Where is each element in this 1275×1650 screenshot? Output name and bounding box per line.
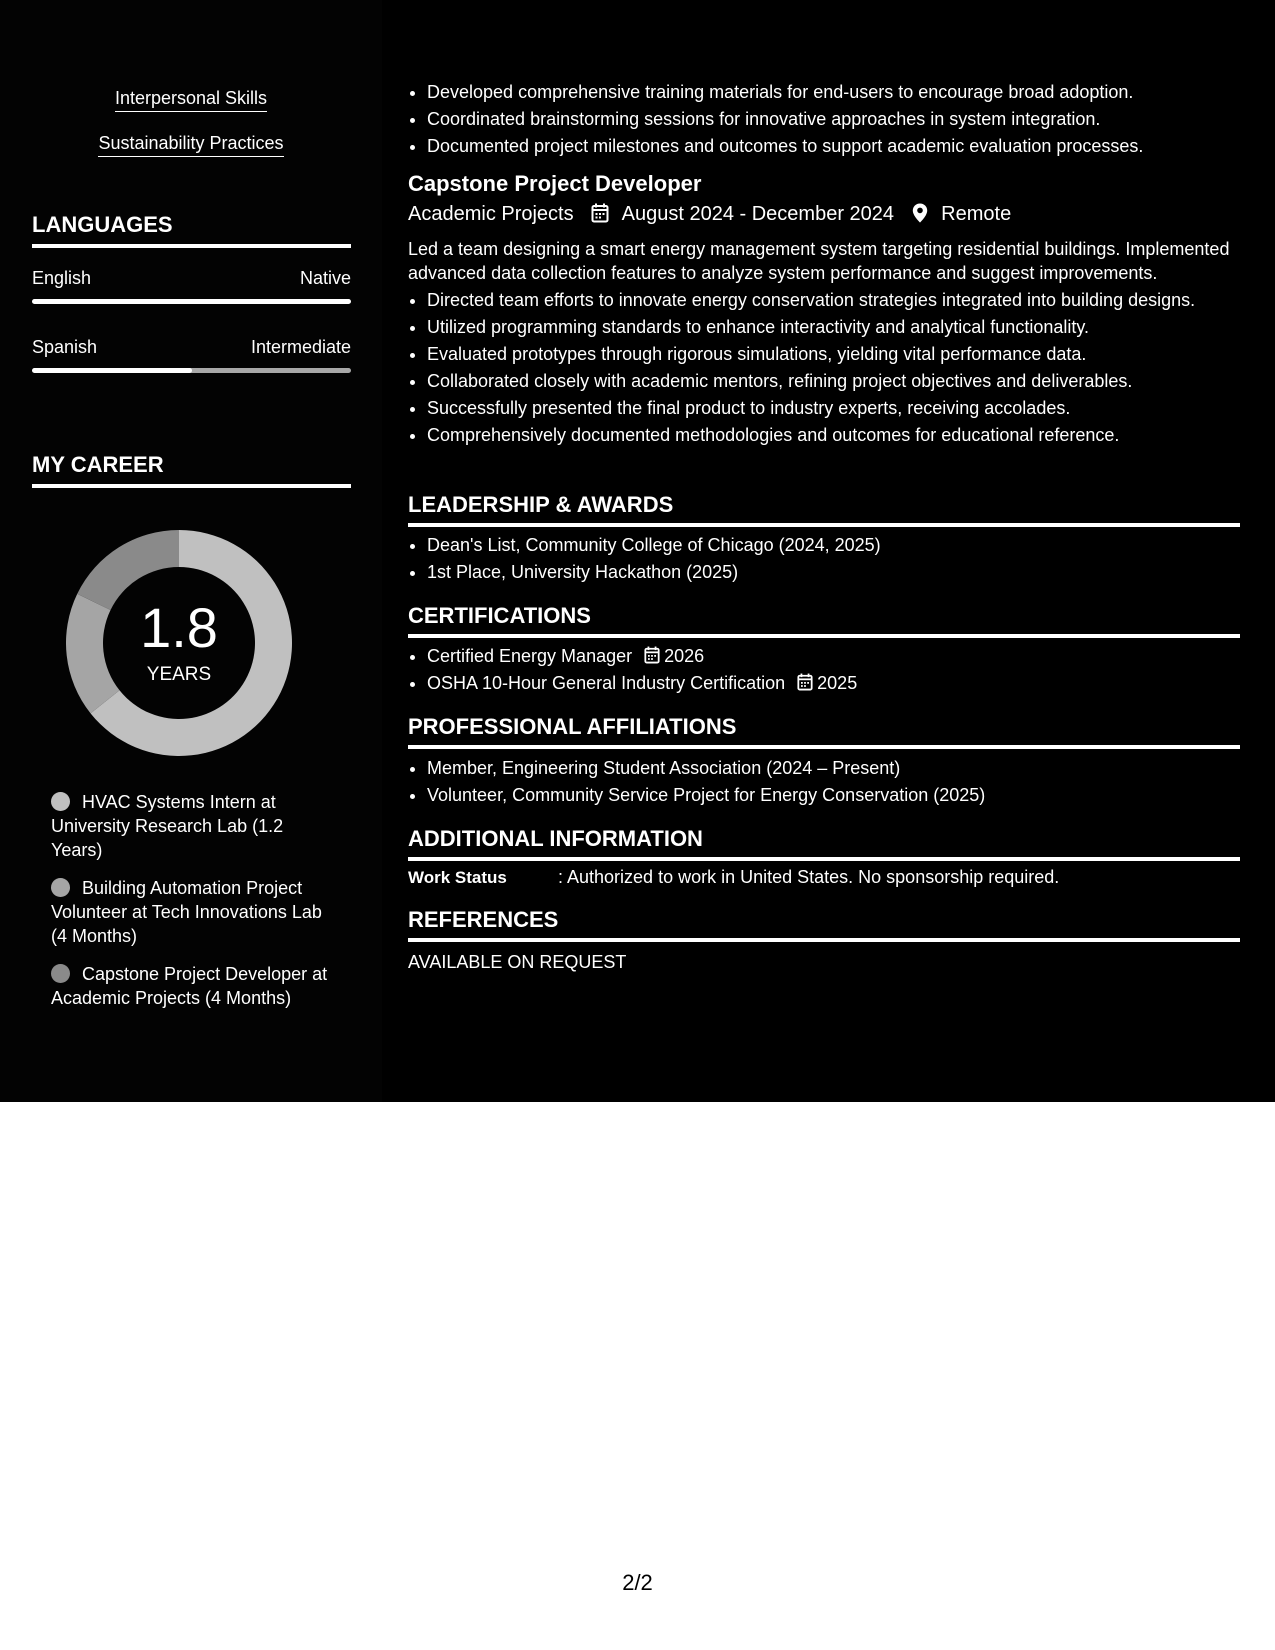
- certification-year: 2026: [644, 646, 704, 666]
- affiliations-heading: PROFESSIONAL AFFILIATIONS: [408, 714, 1240, 749]
- career-total: [66, 530, 292, 756]
- map-pin-icon: [912, 203, 928, 229]
- language-bar: [32, 299, 351, 304]
- certification-item: • Certified Energy Manager 2026: [427, 643, 1240, 670]
- bullet-item: • Evaluated prototypes through rigorous simulations, yielding vital performance data.: [427, 341, 1240, 368]
- language-bar-fill: [32, 368, 192, 373]
- language-name: English: [32, 268, 92, 288]
- bullet-item: • Documented project milestones and outcomes to support academic evaluation processes.: [427, 133, 1240, 160]
- career-heading: MY CAREER: [32, 452, 351, 488]
- bullet-item: • Volunteer, Community Service Project for Energy Conservation (2025): [427, 782, 1240, 809]
- leadership-list: [408, 532, 1240, 586]
- bullet-item: • Directed team efforts to innovate energy conservation strategies integrated into building designs.: [427, 287, 1240, 314]
- job-location: Remote: [941, 203, 1012, 225]
- certification-year: 2025: [797, 673, 857, 693]
- bullet-item: • Member, Engineering Student Association (2024 – Present): [427, 755, 1240, 782]
- bullet-item: • 1st Place, University Hackathon (2025): [427, 559, 1240, 586]
- job-entry: [408, 171, 1240, 449]
- legend-dot: [51, 792, 70, 811]
- bullet-item: • Successfully presented the final product to industry experts, receiving accolades.: [427, 395, 1240, 422]
- legend-dot: [51, 878, 70, 897]
- skill-item: Sustainability Practices: [32, 133, 350, 154]
- language-name: Spanish: [32, 337, 98, 357]
- skill-item: Interpersonal Skills: [32, 88, 350, 109]
- work-status-row: [408, 867, 1240, 888]
- career-total-unit: YEARS: [146, 664, 212, 685]
- language-row: [32, 268, 351, 289]
- job-company: Academic Projects: [408, 203, 574, 225]
- legend-dot: [51, 964, 70, 983]
- references-heading: REFERENCES: [408, 907, 1240, 942]
- sidebar: [0, 0, 382, 1102]
- affiliations-list: [408, 755, 1240, 809]
- job-meta: [408, 203, 1240, 229]
- language-row: [32, 337, 351, 358]
- work-status-label: Work Status: [408, 868, 507, 887]
- certification-item: • OSHA 10-Hour General Industry Certification 2025: [427, 670, 1240, 697]
- language-bar: [32, 368, 351, 373]
- career-legend-item: HVAC Systems Intern at University Research Lab (1.2 Years): [51, 792, 284, 860]
- language-bar-fill: [32, 299, 351, 304]
- calendar-icon: [591, 203, 609, 229]
- languages-heading: LANGUAGES: [32, 212, 351, 248]
- page-number: 2/2: [622, 1570, 653, 1595]
- leadership-heading: LEADERSHIP & AWARDS: [408, 492, 1240, 527]
- language-level: Intermediate: [250, 337, 351, 357]
- bullet-item: • Dean's List, Community College of Chicago (2024, 2025): [427, 532, 1240, 559]
- career-legend-item: Building Automation Project Volunteer at Tech Innovations Lab (4 Months): [51, 878, 322, 946]
- certifications-list: [408, 643, 1240, 697]
- work-status-value: : Authorized to work in United States. No sponsorship required.: [558, 867, 1060, 887]
- bullet-item: • Coordinated brainstorming sessions for innovative approaches in system integration.: [427, 106, 1240, 133]
- career-legend-item: Capstone Project Developer at Academic Projects (4 Months): [51, 964, 328, 1008]
- bullet-item: • Collaborated closely with academic mentors, refining project objectives and deliverables.: [427, 368, 1240, 395]
- calendar-icon: [797, 673, 813, 691]
- references-text: AVAILABLE ON REQUEST: [408, 952, 627, 972]
- bullet-item: • Utilized programming standards to enhance interactivity and analytical functionality.: [427, 314, 1240, 341]
- certifications-heading: CERTIFICATIONS: [408, 603, 1240, 638]
- job-description: Led a team designing a smart energy management system targeting residential buildings. Implemented advanced data collection features to analyze system performance and suggest improvements.: [408, 239, 1230, 283]
- job-title: Capstone Project Developer: [408, 171, 702, 196]
- language-level: Native: [299, 268, 351, 288]
- calendar-icon: [644, 646, 660, 664]
- job-dates: August 2024 - December 2024: [621, 203, 895, 225]
- career-total-value: 1.8: [140, 596, 218, 659]
- bullet-item: • Developed comprehensive training materials for end-users to encourage broad adoption.: [427, 79, 1240, 106]
- bullet-item: • Comprehensively documented methodologies and outcomes for educational reference.: [427, 422, 1240, 449]
- prev-job-bullets: [408, 79, 1240, 160]
- additional-info-heading: ADDITIONAL INFORMATION: [408, 826, 1240, 861]
